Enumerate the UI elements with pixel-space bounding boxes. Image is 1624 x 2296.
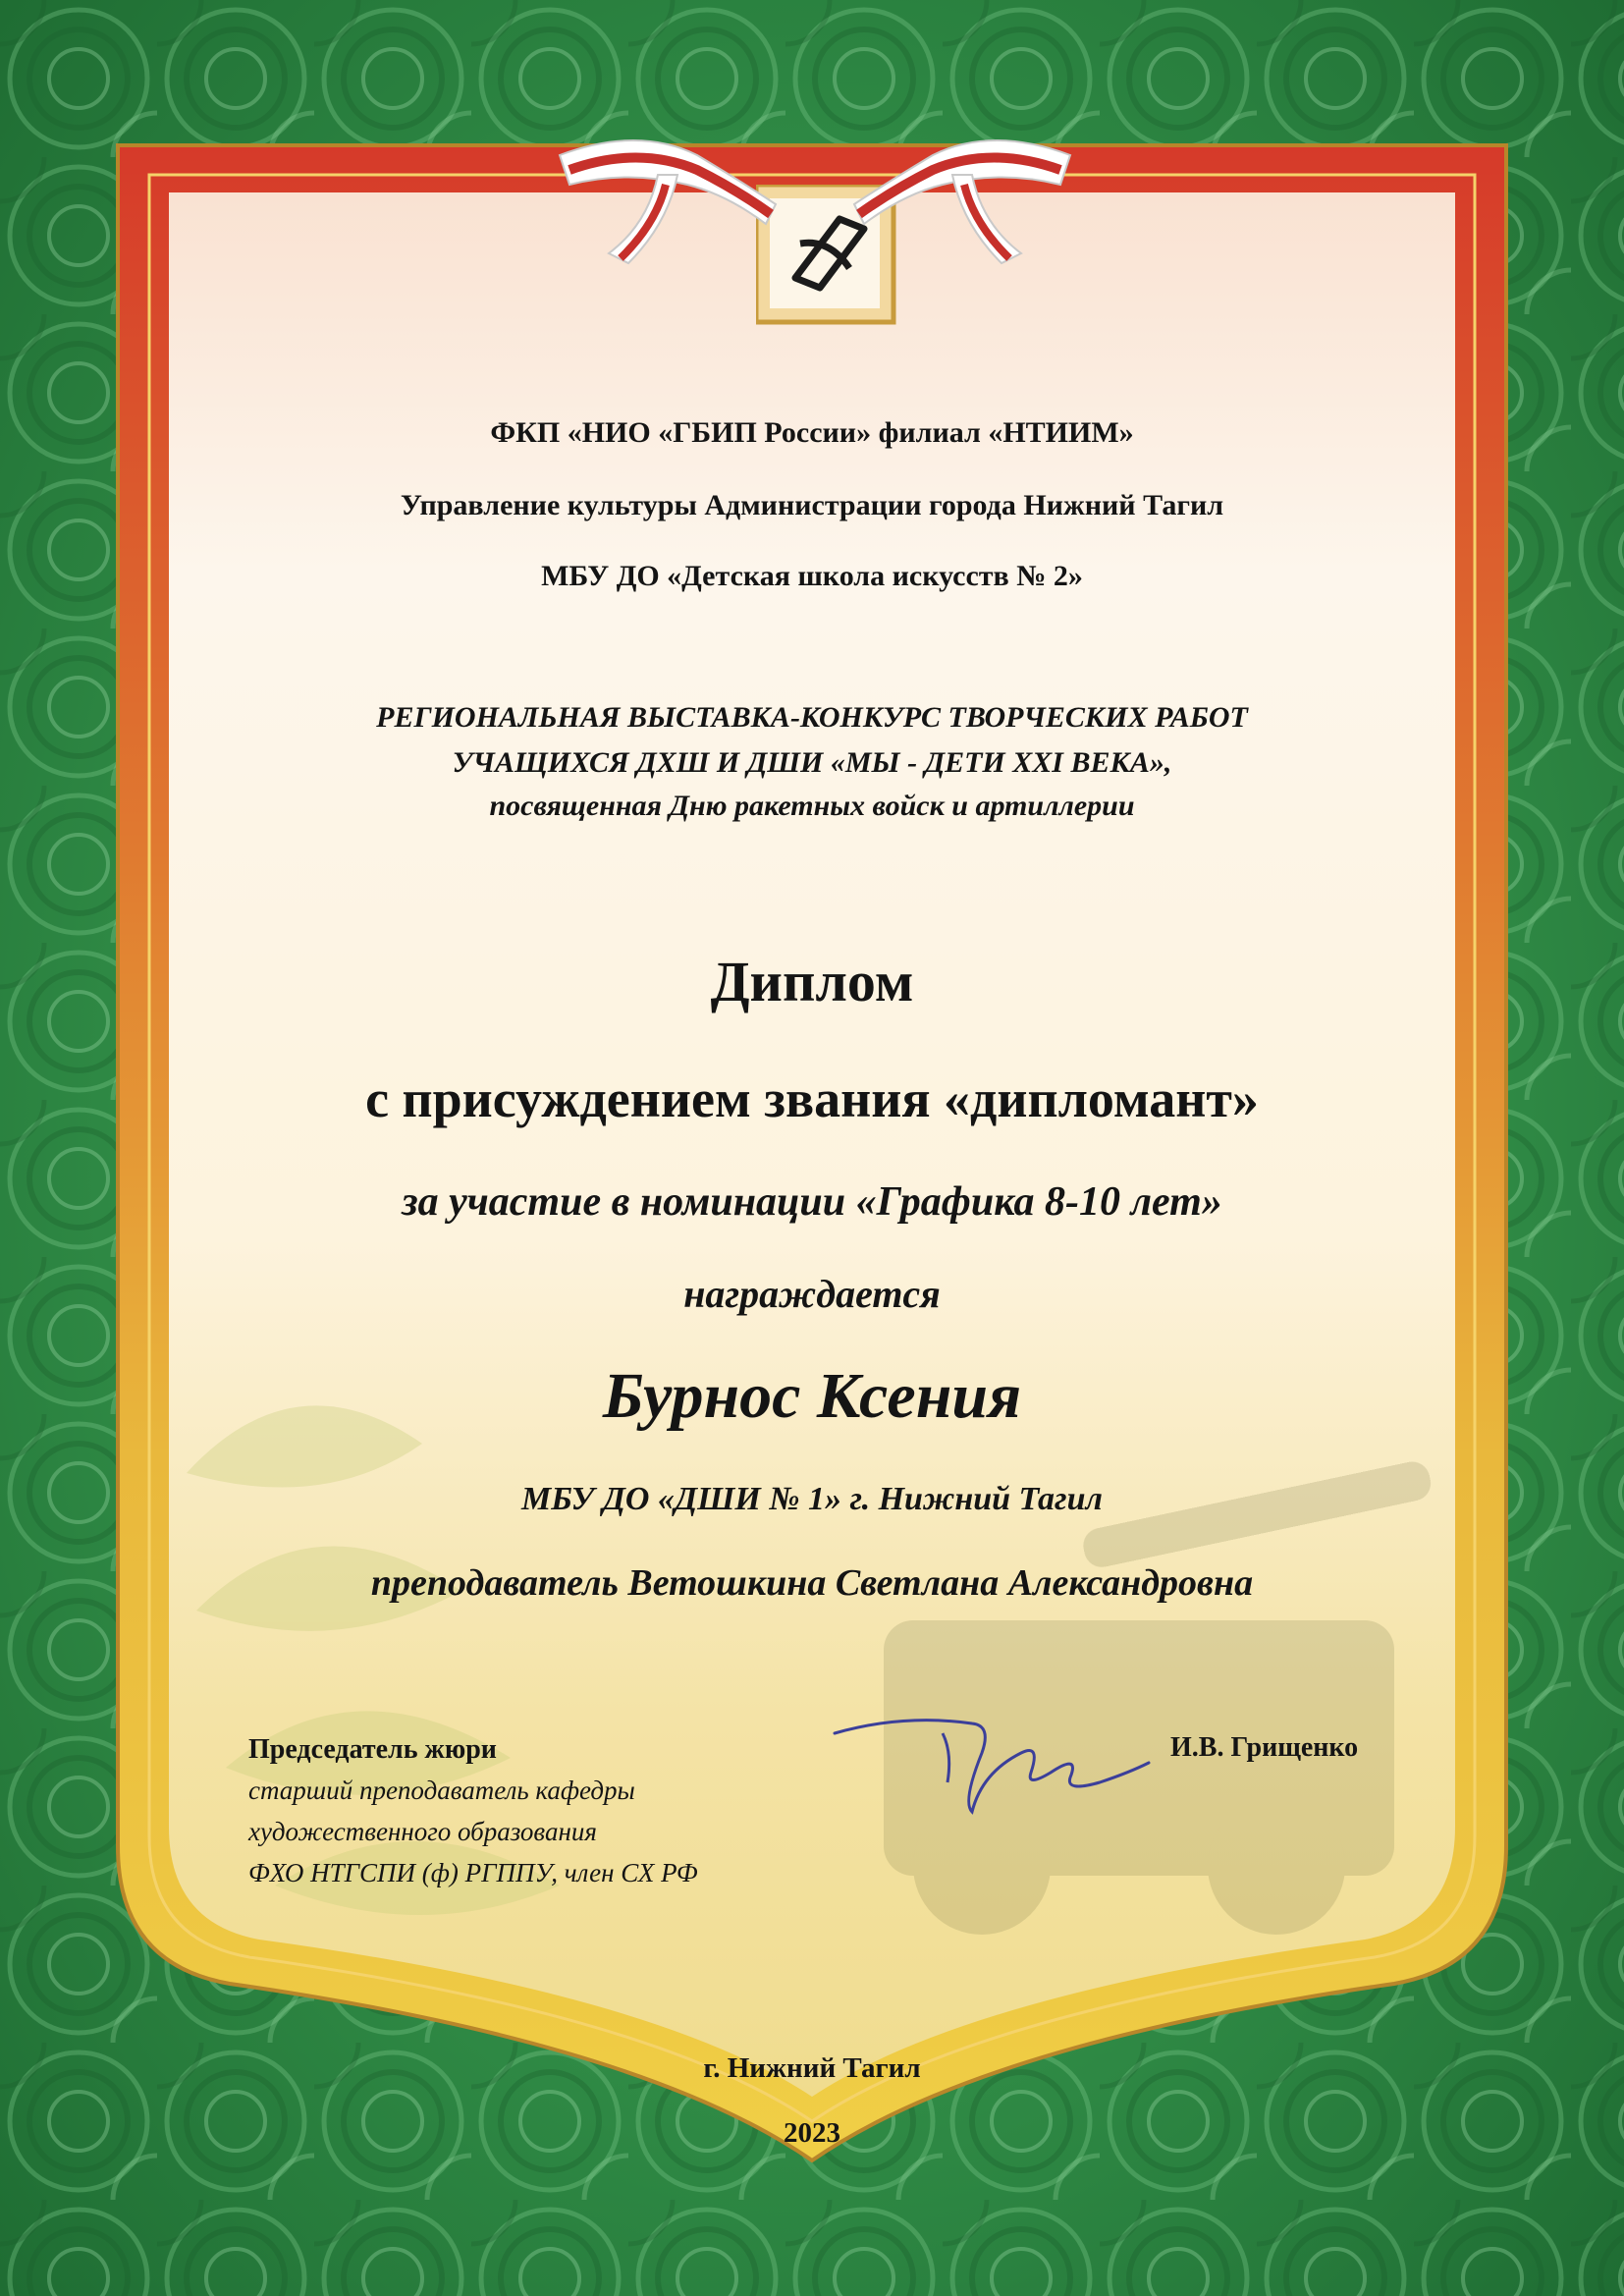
organizer-line-2: Управление культуры Администрации города Нижний Тагил xyxy=(400,489,1224,521)
organizer-line-1: ФКП «НИО «ГБИП России» филиал «НТИИМ» xyxy=(490,416,1134,449)
city: г. Нижний Тагил xyxy=(703,2052,921,2084)
awarded-text: награждается xyxy=(683,1272,941,1316)
ribbon-left-icon xyxy=(550,116,785,273)
recipient-name: Бурнос Ксения xyxy=(602,1360,1022,1432)
jury-chair-position-3: ФХО НТГСПИ (ф) РГППУ, член СХ РФ xyxy=(248,1858,698,1887)
jury-chair-name: И.В. Грищенко xyxy=(1170,1732,1359,1763)
contest-dedication: посвященная Дню ракетных войск и артиллерии xyxy=(489,790,1135,822)
jury-chair-title: Председатель жюри xyxy=(248,1734,497,1765)
nomination-text: за участие в номинации «Графика 8-10 лет» xyxy=(402,1179,1222,1225)
handwritten-signature xyxy=(825,1694,1159,1831)
year: 2023 xyxy=(784,2117,840,2149)
contest-title-line-1: РЕГИОНАЛЬНАЯ ВЫСТАВКА-КОНКУРС ТВОРЧЕСКИХ РАБОТ xyxy=(376,701,1248,734)
contest-title-line-2: УЧАЩИХСЯ ДХШ И ДШИ «МЫ - ДЕТИ XXI ВЕКА», xyxy=(452,746,1172,779)
jury-chair-block xyxy=(248,1730,698,1893)
organizer-line-3: МБУ ДО «Детская школа искусств № 2» xyxy=(541,560,1083,592)
jury-chair-position-2: художественного образования xyxy=(248,1817,597,1846)
teacher-name: преподаватель Ветошкина Светлана Александровна xyxy=(370,1562,1254,1604)
diploma-subtitle: с присуждением звания «дипломант» xyxy=(365,1069,1259,1128)
jury-chair-position-1: старший преподаватель кафедры xyxy=(248,1776,635,1805)
recipient-school: МБУ ДО «ДШИ № 1» г. Нижний Тагил xyxy=(521,1481,1103,1517)
ribbon-right-icon xyxy=(844,116,1080,273)
diploma-title: Диплом xyxy=(710,950,914,1013)
